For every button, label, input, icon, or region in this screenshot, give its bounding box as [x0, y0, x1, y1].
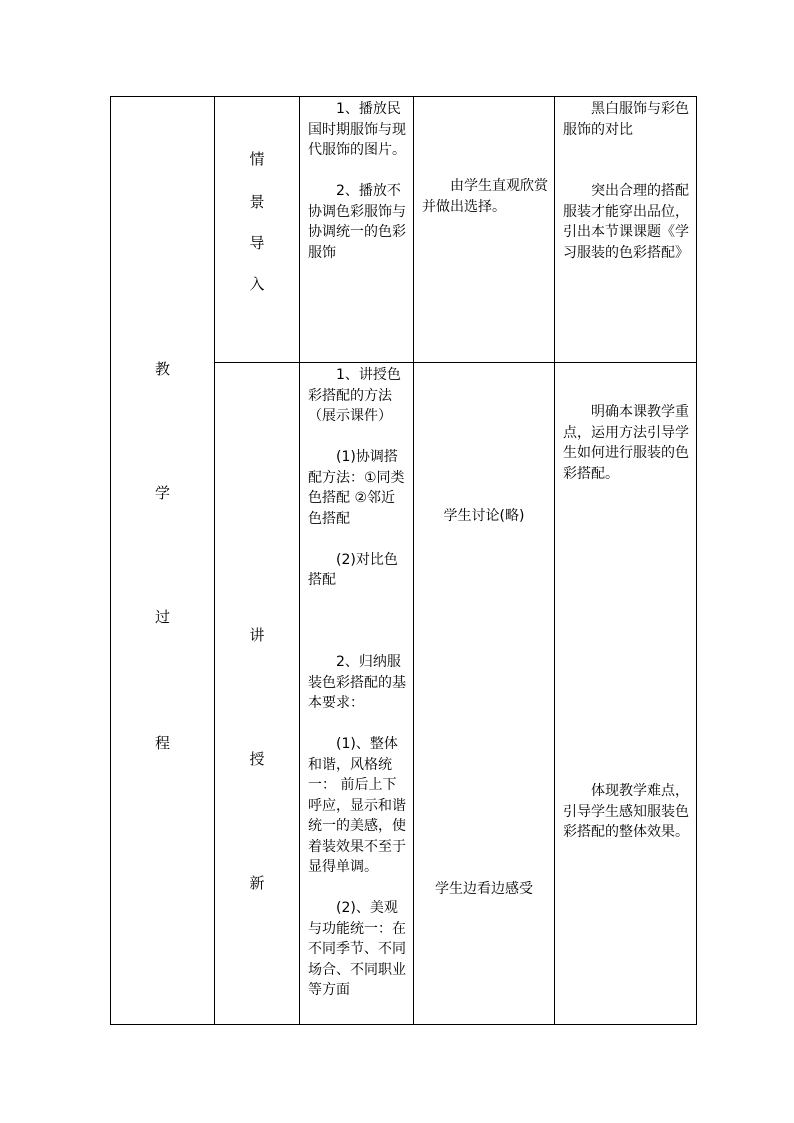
process-label-char: 程 [154, 734, 170, 752]
teach-student-activity: 学生讨论(略) [443, 508, 525, 524]
teach-label-cell [215, 363, 300, 1025]
teach-student-cell [414, 363, 555, 1025]
teach-teacher-step: (2)对比色搭配 [308, 551, 398, 588]
teach-teacher-step: (1)协调搭配方法：①同类色搭配 ②邻近色搭配 [308, 449, 405, 527]
teach-teacher-step: 2、归纳服装色彩搭配的基本要求： [308, 654, 406, 711]
intro-intent-text: 突出合理的搭配服装才能穿出品位，引出本节课课题《学习服装的色彩搭配》 [563, 183, 689, 261]
intro-label-char: 入 [249, 275, 265, 293]
teach-label-char: 授 [249, 750, 265, 768]
intro-label-char: 情 [249, 150, 265, 168]
intro-row [111, 97, 697, 363]
teach-intent-cell [555, 363, 697, 1025]
teach-teacher-step: (1)、整体和谐，风格统一： 前后上下呼应，显示和谐统一的美感，使着装效果不至于显得单调。 [308, 736, 406, 875]
intro-teacher-step: 2、播放不协调色彩服饰与协调统一的色彩服饰 [308, 183, 406, 261]
teach-label-char: 新 [249, 874, 265, 892]
teach-teacher-step: 1、讲授色彩搭配的方法（展示课件） [308, 367, 401, 424]
intro-label-char: 景 [249, 193, 265, 211]
intro-label-char: 导 [249, 234, 265, 252]
intro-intent-text: 黑白服饰与彩色服饰的对比 [563, 101, 689, 138]
intro-student-activity: 由学生直观欣赏并做出选择。 [422, 178, 548, 215]
process-label-char: 过 [154, 608, 170, 626]
teach-label-char: 讲 [249, 626, 265, 644]
teach-intent-text: 明确本课教学重点，运用方法引导学生如何进行服装的色彩搭配。 [563, 404, 689, 482]
teach-student-activity: 学生边看边感受 [435, 881, 533, 897]
intro-student-cell [414, 97, 555, 363]
intro-label-cell [215, 97, 300, 363]
lesson-plan-table [110, 96, 697, 1025]
teach-intent-text: 体现教学难点，引导学生感知服装色彩搭配的整体效果。 [563, 783, 689, 840]
teach-teacher-cell [300, 363, 414, 1025]
process-label-char: 教 [154, 360, 170, 378]
intro-teacher-step: 1、播放民国时期服饰与现代服饰的图片。 [308, 101, 406, 158]
intro-teacher-cell [300, 97, 414, 363]
process-label-cell [111, 97, 215, 1025]
teach-teacher-step: (2)、美观与功能统一：在不同季节、不同场合、不同职业等方面 [308, 900, 406, 998]
intro-intent-cell [555, 97, 697, 363]
process-label-char: 学 [154, 484, 170, 502]
